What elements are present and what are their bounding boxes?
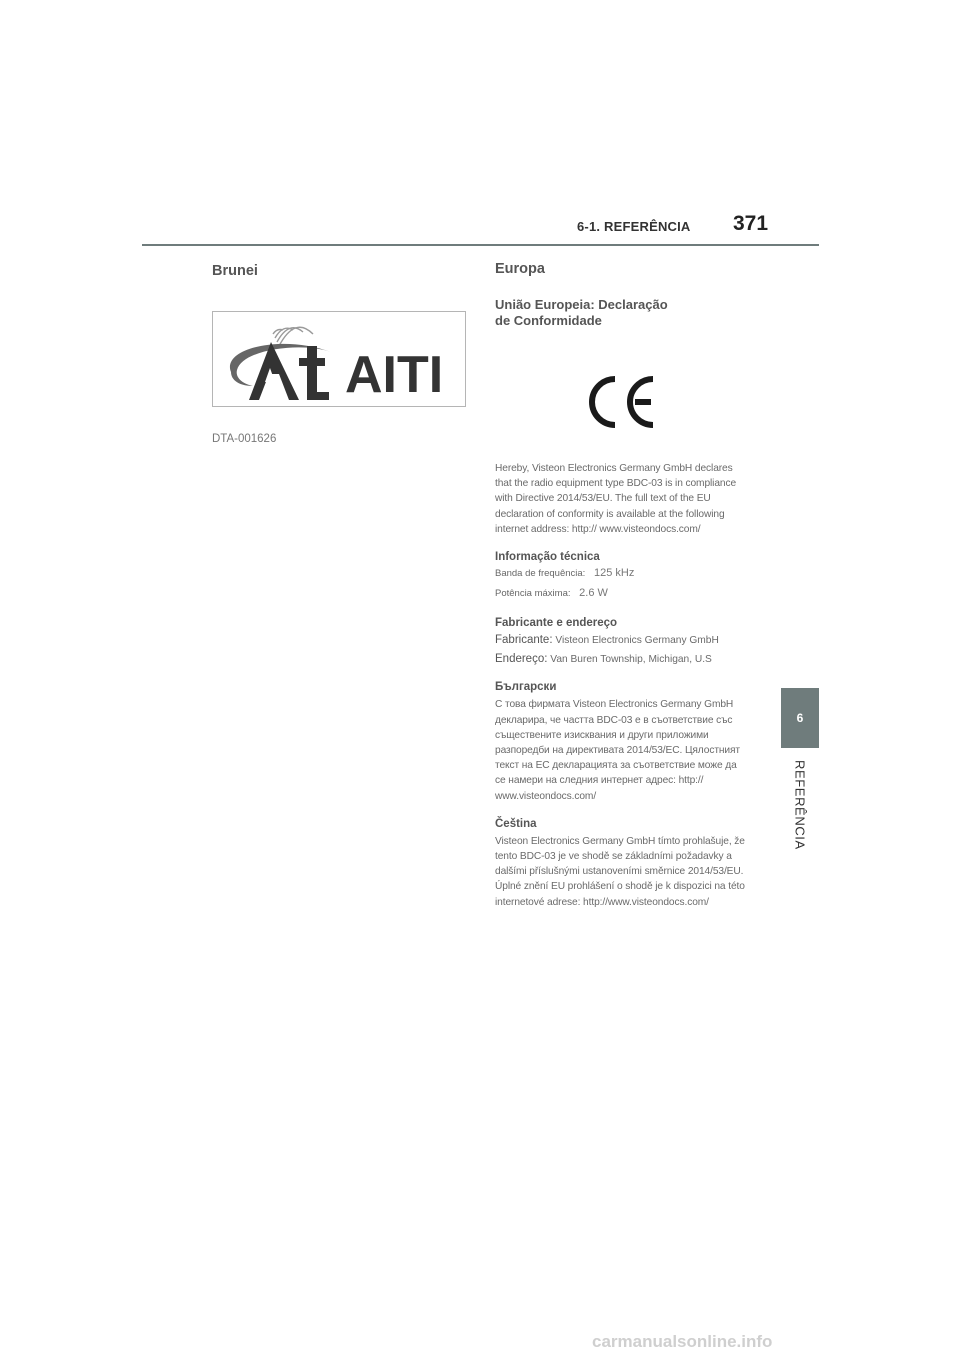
dta-code: DTA-001626 [212,433,277,445]
page-number: 371 [733,212,769,235]
europe-section [495,261,747,910]
logo-wordmark: AITI [345,346,444,404]
europe-heading: Europa [495,261,545,277]
power-value: 2.6 W [579,587,608,600]
eu-declaration-heading-line1: União Europeia: Declaração [495,297,668,312]
manufacturer-label: Fabricante: [495,634,553,647]
brunei-heading: Brunei [212,263,258,279]
czech-heading: Čeština [495,817,537,830]
tech-info-heading: Informação técnica [495,551,600,564]
manufacturer-value: Visteon Electronics Germany GmbH [555,635,719,647]
aiti-logo-icon [213,312,465,406]
bulgarian-text: С това фирмата Visteon Electronics Germany GmbH декларира, че частта BDC-03 е в съответствие със съществените изисквания и други приложими разпоредби на директивата 2014/53/ЕС. Цялостният текст на ЕС декларацията за съответствие може да се намери на следния интернет адрес: http:// www.visteondocs.com/ [495,699,740,802]
eu-declaration-heading-line2: de Conformidade [495,313,602,328]
chapter-label: REFERÊNCIA [792,760,808,850]
power-row [495,583,747,603]
frequency-label: Banda de frequência: [495,568,586,580]
address-label: Endereço: [495,653,548,666]
watermark: carmanualsonline.info [592,1332,773,1351]
address-value: Van Buren Township, Michigan, U.S [550,654,712,666]
aiti-logo [212,311,466,407]
section-title: 6-1. REFERÊNCIA [577,219,691,234]
eu-declaration-text: Hereby, Visteon Electronics Germany GmbH declares that the radio equipment type BDC-03 is in compliance with Directive 2014/53/EU. The full text of the EU declaration of conformity is available at the following internet address: http:// www.visteondocs.com/ [495,463,737,535]
bulgarian-heading: Български [495,681,557,694]
manufacturer-heading: Fabricante e endereço [495,617,618,630]
czech-text: Visteon Electronics Germany GmbH tímto prohlašuje, že tento BDC-03 je ve shodě se základními požadavky a dalšími příslušnými ustanoveními směrnice 2014/53/EU. Úplné znění EU prohlášení o shodě je k dispozici na této internetové adrese: http://www.visteondocs.com/ [495,835,745,908]
ce-mark [495,373,747,465]
power-label: Potência máxima: [495,588,571,600]
manufacturer-row [495,633,747,648]
chapter-tab[interactable] [781,688,819,748]
address-row [495,652,747,667]
brunei-section [212,263,468,445]
eu-declaration-heading [495,297,747,329]
frequency-value: 125 kHz [593,567,635,580]
ce-mark-icon [495,373,747,433]
frequency-row [495,563,747,583]
header-divider [142,244,819,246]
chapter-number: 6 [796,711,804,725]
